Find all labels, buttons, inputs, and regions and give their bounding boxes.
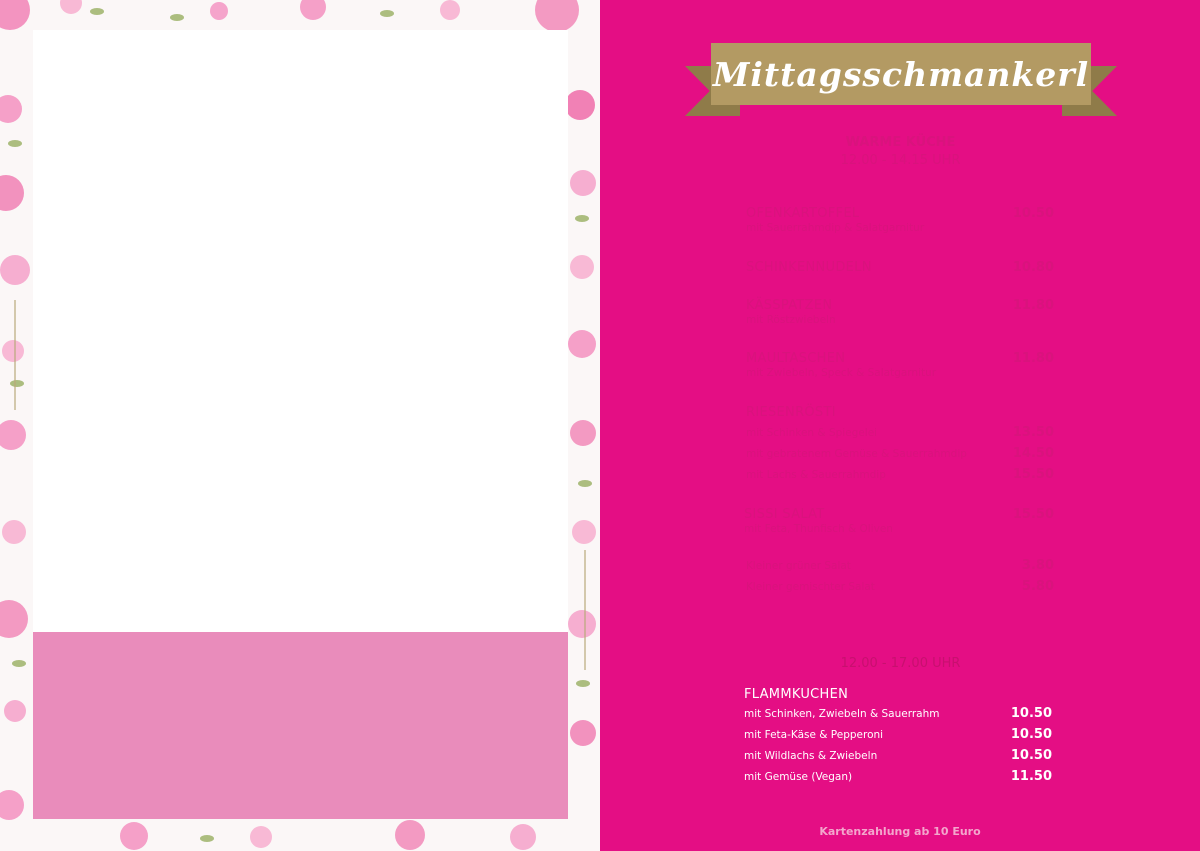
- dish-item: [746, 298, 1054, 326]
- dish-price: 5.80: [1021, 579, 1054, 594]
- dish-name: SISSI SALAT: [744, 507, 825, 522]
- blossom-decoration-icon: [0, 420, 26, 450]
- rose-decoration-icon: [0, 0, 30, 30]
- dish-price: 11.80: [1012, 351, 1054, 366]
- dish-name: OFENKARTOFFEL: [746, 206, 860, 221]
- leaf-decoration-icon: [8, 140, 22, 147]
- dish-item: [746, 206, 1054, 234]
- blossom-decoration-icon: [0, 95, 22, 123]
- dish-option: mit Feta-Käse & Pepperoni: [744, 729, 884, 741]
- roesti-item: [746, 405, 1054, 488]
- dish-price: 11.50: [1010, 769, 1052, 784]
- blossom-decoration-icon: [300, 0, 326, 20]
- blossom-decoration-icon: [570, 255, 594, 279]
- dish-description: mit Zwiebeln, Speck & Salatgarnitur: [746, 367, 937, 379]
- blossom-decoration-icon: [4, 700, 26, 722]
- blossom-decoration-icon: [0, 790, 24, 820]
- dish-price: 10.50: [1010, 727, 1052, 742]
- rose-decoration-icon: [0, 600, 28, 638]
- warm-kitchen-hours: 12.00 - 14.15 UHR: [840, 153, 961, 168]
- dish-item: [746, 351, 1054, 379]
- dish-item: [746, 260, 1054, 275]
- vine-decoration: [584, 550, 586, 670]
- dish-name: FLAMMKUCHEN: [744, 687, 849, 702]
- dish-price: 10.50: [1012, 206, 1054, 221]
- leaf-decoration-icon: [90, 8, 104, 15]
- blossom-decoration-icon: [568, 330, 596, 358]
- salad-item: [744, 507, 1054, 535]
- dish-price: 10.50: [1010, 706, 1052, 721]
- dish-price: 14.50: [1012, 446, 1054, 461]
- leaf-decoration-icon: [170, 14, 184, 21]
- blossom-decoration-icon: [572, 520, 596, 544]
- dish-option: mit Gemüse (Vegan): [744, 771, 853, 783]
- dish-option: mit Schinken, Zwiebeln & Sauerrahm: [744, 708, 940, 720]
- dish-name: KÄSSPATZEN: [746, 298, 833, 313]
- leaf-decoration-icon: [575, 215, 589, 222]
- blossom-decoration-icon: [2, 520, 26, 544]
- dish-name: SCHINKENNUDELN: [746, 260, 872, 275]
- dish-name: RIESENRÖSTI: [746, 405, 836, 420]
- card-payment-note: Kartenzahlung ab 10 Euro: [819, 825, 981, 838]
- blossom-decoration-icon: [568, 610, 596, 638]
- small-salads: [746, 558, 1054, 600]
- rose-decoration-icon: [570, 720, 596, 746]
- dish-option: mit Lachs & Sauerrahmdip: [746, 469, 886, 481]
- dish-price: 13.50: [1012, 425, 1054, 440]
- dish-option: mit Schinken & Spiegelei: [746, 427, 878, 439]
- lunch-panel: [33, 32, 568, 632]
- dish-option: mit Wildlachs & Zwiebeln: [744, 750, 878, 762]
- warm-kitchen-title: WARME KÜCHE: [845, 135, 956, 150]
- blossom-decoration-icon: [250, 826, 272, 848]
- rose-decoration-icon: [565, 90, 595, 120]
- leaf-decoration-icon: [380, 10, 394, 17]
- blossom-decoration-icon: [570, 170, 596, 196]
- flammkuchen-item: [744, 687, 1052, 790]
- blossom-decoration-icon: [120, 822, 148, 850]
- dish-price: 15.50: [1012, 467, 1054, 482]
- blossom-decoration-icon: [510, 824, 536, 850]
- dish-option: mit gebratenem Gemüse & Sauerrahmdip: [746, 448, 967, 460]
- leaf-decoration-icon: [12, 660, 26, 667]
- blossom-decoration-icon: [60, 0, 82, 14]
- leaf-decoration-icon: [200, 835, 214, 842]
- vine-decoration: [14, 300, 16, 410]
- lunch-banner: [685, 40, 1117, 120]
- lunch-title: Mittagsschmankerl: [712, 54, 1090, 94]
- dish-name: MAULTASCHEN: [746, 351, 846, 366]
- dish-description: mit Feta, Thunfisch & Oliven: [744, 523, 893, 535]
- rose-decoration-icon: [0, 255, 30, 285]
- dish-price: 10.80: [1012, 260, 1054, 275]
- dish-price: 3.80: [1021, 558, 1054, 573]
- dish-option: Kleiner grüner Salat: [746, 560, 851, 572]
- rose-decoration-icon: [395, 820, 425, 850]
- rose-decoration-icon: [570, 420, 596, 446]
- dish-price: 11.80: [1012, 298, 1054, 313]
- flammkuchen-hours: 12.00 - 17.00 UHR: [840, 656, 961, 671]
- dish-description: mit Röstzwiebeln: [746, 314, 836, 326]
- leaf-decoration-icon: [578, 480, 592, 487]
- dish-price: 10.50: [1010, 748, 1052, 763]
- blossom-decoration-icon: [2, 340, 24, 362]
- blossom-decoration-icon: [440, 0, 460, 20]
- dish-option: Kleiner gemischter Salat: [746, 581, 875, 593]
- leaf-decoration-icon: [10, 380, 24, 387]
- leaf-decoration-icon: [576, 680, 590, 687]
- rose-decoration-icon: [0, 175, 24, 211]
- blossom-decoration-icon: [210, 2, 228, 20]
- rose-decoration-icon: [535, 0, 579, 32]
- dish-description: mit Sauerrahmdip & Salatgarnitur: [746, 222, 925, 234]
- flammkuchen-panel: [33, 632, 568, 818]
- dish-price: 15.50: [1012, 507, 1054, 522]
